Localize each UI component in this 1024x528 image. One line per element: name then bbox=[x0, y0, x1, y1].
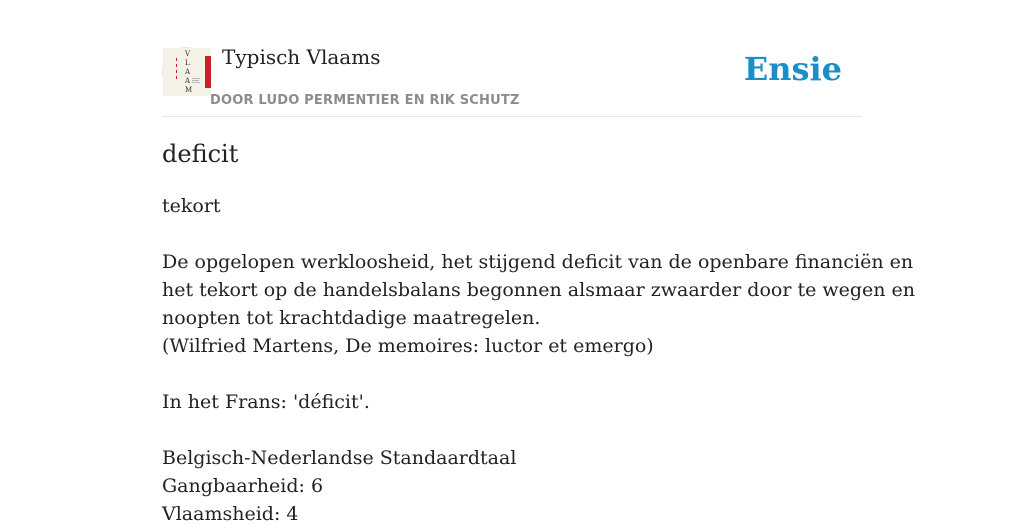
entry-content bbox=[162, 138, 916, 528]
example-line: noopten tot krachtdadige maatregelen. bbox=[162, 307, 541, 329]
vlaamsheid-score: Vlaamsheid: 4 bbox=[162, 503, 299, 525]
example-line: het tekort op de handelsbalans begonnen alsmaar zwaarder door te wegen en bbox=[162, 279, 916, 301]
svg-text:A: A bbox=[185, 77, 191, 85]
spacer bbox=[162, 360, 862, 388]
example-source: (Wilfried Martens, De memoires: luctor et emergo) bbox=[162, 335, 654, 357]
spacer bbox=[162, 416, 862, 444]
book-authors: DOOR LUDO PERMENTIER EN RIK SCHUTZ bbox=[210, 93, 520, 108]
gangbaarheid-score: Gangbaarheid: 6 bbox=[162, 475, 324, 497]
spacer bbox=[162, 220, 862, 248]
svg-text:A: A bbox=[185, 68, 191, 76]
language-label: Belgisch-Nederlandse Standaardtaal bbox=[162, 447, 517, 469]
book-cover-icon[interactable] bbox=[162, 47, 210, 95]
brand-logo-link[interactable]: Ensie bbox=[743, 50, 842, 88]
example-line: De opgelopen werkloosheid, het stijgend deficit van de openbare financiën en bbox=[162, 251, 914, 273]
header bbox=[162, 0, 862, 117]
book-title[interactable]: Typisch Vlaams bbox=[222, 45, 381, 69]
svg-text:M: M bbox=[185, 86, 193, 94]
entry-definition: tekort bbox=[162, 195, 221, 217]
french-note: In het Frans: 'déficit'. bbox=[162, 391, 370, 413]
entry-body bbox=[162, 192, 916, 528]
svg-text:V: V bbox=[185, 50, 191, 58]
svg-text:L: L bbox=[185, 59, 190, 67]
entry-term: deficit bbox=[162, 140, 239, 168]
